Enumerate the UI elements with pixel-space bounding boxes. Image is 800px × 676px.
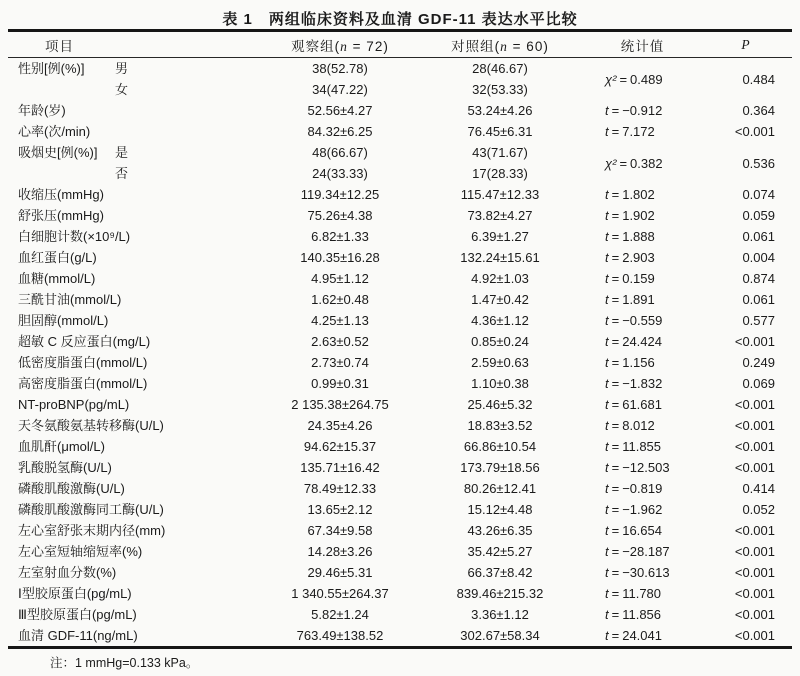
p-value: 0.061: [742, 292, 775, 307]
row-label: [8, 226, 265, 247]
observation-value: 6.82±1.33: [311, 229, 369, 244]
statistic-value: t = 0.159: [605, 271, 655, 286]
control-value: 6.39±1.27: [471, 229, 529, 244]
statistic-value: t = 11.780: [605, 586, 662, 601]
observation-value: 2 135.38±264.75: [291, 397, 389, 412]
table-row: [8, 436, 792, 457]
p-value: <0.001: [734, 544, 775, 559]
row-label-text: 左心室舒张末期内径(mm): [18, 523, 166, 538]
row-label-text: 血肌酐(μmol/L): [18, 439, 105, 454]
statistic-value: t = 1.902: [605, 208, 655, 223]
control-value: 132.24±15.61: [460, 250, 540, 265]
observation-value: 140.35±16.28: [300, 250, 380, 265]
row-label-text: 左心室短轴缩短率(%): [18, 544, 143, 559]
row-label: [8, 268, 265, 289]
observation-value: 84.32±6.25: [307, 124, 373, 139]
row-label: [8, 541, 265, 562]
table-row: [8, 478, 792, 499]
row-label: [8, 205, 265, 226]
row-label-text: Ⅰ型胶原蛋白(pg/mL): [18, 586, 132, 601]
table-row: [8, 583, 792, 604]
p-value: 0.052: [742, 502, 775, 517]
table-row: [8, 562, 792, 583]
col-header-control-group: 对照组(n = 60): [415, 31, 585, 58]
control-value: 80.26±12.41: [463, 481, 537, 496]
control-value: 3.36±1.12: [471, 607, 529, 622]
footnote: 注：1 mmHg=0.133 kPa。: [50, 656, 199, 670]
row-label-text: 吸烟史[例(%)]: [18, 145, 98, 160]
table-row: [8, 289, 792, 310]
row-label: [8, 79, 265, 100]
p-value: <0.001: [734, 418, 775, 433]
control-value: 18.83±3.52: [467, 418, 533, 433]
row-label: [8, 247, 265, 268]
table-row: [8, 541, 792, 562]
observation-value: 5.82±1.24: [311, 607, 369, 622]
control-value: 66.37±8.42: [467, 565, 533, 580]
table-row: [8, 457, 792, 478]
row-label-text: 磷酸肌酸激酶同工酶(U/L): [18, 502, 164, 517]
p-value: <0.001: [734, 334, 775, 349]
control-value: 839.46±215.32: [456, 586, 544, 601]
observation-value: 2.73±0.74: [311, 355, 369, 370]
control-value: 76.45±6.31: [467, 124, 533, 139]
control-value: 28(46.67): [472, 61, 528, 76]
table-title: 表 1 两组临床资料及血清 GDF-11 表达水平比较: [222, 11, 578, 28]
p-value: <0.001: [734, 565, 775, 580]
control-value: 1.10±0.38: [471, 376, 529, 391]
row-label-text: 磷酸肌酸激酶(U/L): [18, 481, 125, 496]
statistic-value: t = −30.613: [605, 565, 670, 580]
observation-value: 48(66.67): [312, 145, 368, 160]
row-label: [8, 373, 265, 394]
control-value: 4.92±1.03: [471, 271, 529, 286]
control-value: 2.59±0.63: [471, 355, 529, 370]
table-row: [8, 499, 792, 520]
observation-value: 4.25±1.13: [311, 313, 369, 328]
table-row: [8, 373, 792, 394]
table-header: [8, 31, 792, 58]
row-label: [8, 184, 265, 205]
row-label-text: 低密度脂蛋白(mmol/L): [18, 355, 148, 370]
observation-value: 135.71±16.42: [300, 460, 380, 475]
statistic-value: t = −28.187: [605, 544, 670, 559]
control-value: 25.46±5.32: [467, 397, 533, 412]
row-label-text: 性别[例(%)]: [18, 61, 85, 76]
observation-value: 2.63±0.52: [311, 334, 369, 349]
statistic-value: χ² = 0.382: [605, 155, 663, 171]
control-value: 302.67±58.34: [460, 628, 540, 643]
row-label-text: 血清 GDF-11(ng/mL): [18, 628, 138, 643]
row-label: [8, 604, 265, 625]
row-label: [8, 121, 265, 142]
row-label: [8, 394, 265, 415]
row-label-text: 乳酸脱氢酶(U/L): [18, 460, 112, 475]
table-row: [8, 352, 792, 373]
row-sublabel-text: 否: [115, 166, 129, 181]
table-row: [8, 415, 792, 436]
p-value: 0.364: [742, 103, 775, 118]
row-label-text: 天冬氨酸氨基转移酶(U/L): [18, 418, 164, 433]
control-value: 43.26±6.35: [467, 523, 533, 538]
statistic-value: t = 24.424: [605, 334, 662, 349]
observation-value: 1.62±0.48: [311, 292, 369, 307]
control-value: 66.86±10.54: [463, 439, 537, 454]
observation-value: 38(52.78): [312, 61, 368, 76]
p-value: 0.577: [742, 313, 775, 328]
table-row: [8, 310, 792, 331]
observation-value: 14.28±3.26: [307, 544, 373, 559]
observation-value: 29.46±5.31: [307, 565, 373, 580]
control-value: 73.82±4.27: [467, 208, 533, 223]
statistic-value: t = 1.802: [605, 187, 655, 202]
statistic-value: t = −0.559: [605, 313, 663, 328]
p-value: 0.069: [742, 376, 775, 391]
table-row: [8, 121, 792, 142]
statistic-value: t = 7.172: [605, 124, 655, 139]
observation-value: 13.65±2.12: [307, 502, 373, 517]
statistic-value: t = 1.891: [605, 292, 655, 307]
row-label: [8, 310, 265, 331]
row-label: [8, 352, 265, 373]
row-label-text: 胆固醇(mmol/L): [18, 313, 109, 328]
table-row: [8, 604, 792, 625]
control-value: 35.42±5.27: [467, 544, 533, 559]
statistic-value: t = 16.654: [605, 523, 662, 538]
table-row: [8, 268, 792, 289]
table-row: [8, 520, 792, 541]
statistic-value: t = −1.832: [605, 376, 663, 391]
row-label-text: Ⅲ型胶原蛋白(pg/mL): [18, 607, 137, 622]
row-label: [8, 436, 265, 457]
p-value: <0.001: [734, 523, 775, 538]
row-sublabel-text: 女: [115, 82, 129, 97]
control-value: 53.24±4.26: [467, 103, 533, 118]
observation-value: 94.62±15.37: [303, 439, 377, 454]
statistic-value: t = 24.041: [605, 628, 662, 643]
row-label: [8, 415, 265, 436]
row-label: [8, 457, 265, 478]
observation-value: 24.35±4.26: [307, 418, 373, 433]
control-value: 173.79±18.56: [460, 460, 540, 475]
row-sublabel-text: 是: [115, 145, 129, 160]
observation-value: 763.49±138.52: [296, 628, 384, 643]
control-value: 1.47±0.42: [471, 292, 529, 307]
control-value: 4.36±1.12: [471, 313, 529, 328]
row-label: [8, 100, 265, 121]
observation-value: 4.95±1.12: [311, 271, 369, 286]
control-value: 17(28.33): [472, 166, 528, 181]
observation-value: 67.34±9.58: [307, 523, 373, 538]
observation-value: 1 340.55±264.37: [291, 586, 389, 601]
observation-value: 119.34±12.25: [300, 187, 380, 202]
clinical-data-table: [8, 29, 792, 649]
statistic-value: χ² = 0.489: [605, 71, 663, 87]
p-value: <0.001: [734, 124, 775, 139]
row-label-text: NT-proBNP(pg/mL): [18, 397, 130, 412]
row-label: [8, 331, 265, 352]
table-row: [8, 205, 792, 226]
p-value: 0.249: [742, 355, 775, 370]
col-header-p-value: P: [700, 31, 792, 58]
row-label: [8, 142, 265, 163]
row-sublabel-text: 男: [115, 61, 129, 76]
row-label: [8, 499, 265, 520]
p-value: 0.536: [742, 155, 775, 171]
row-label-text: 白细胞计数(×10⁹/L): [18, 229, 131, 244]
observation-value: 34(47.22): [312, 82, 368, 97]
control-value: 0.85±0.24: [471, 334, 529, 349]
row-label: [8, 562, 265, 583]
row-label-text: 血糖(mmol/L): [18, 271, 96, 286]
p-value: <0.001: [734, 607, 775, 622]
statistic-value: t = 11.855: [605, 439, 662, 454]
row-label: [8, 625, 265, 648]
col-header-statistic: 统计值: [585, 31, 700, 58]
p-value: 0.059: [742, 208, 775, 223]
row-label: [8, 520, 265, 541]
observation-value: 24(33.33): [312, 166, 368, 181]
observation-value: 78.49±12.33: [303, 481, 377, 496]
table-row: [8, 184, 792, 205]
statistic-value: t = −1.962: [605, 502, 663, 517]
statistic-value: t = 11.856: [605, 607, 662, 622]
row-label-text: 舒张压(mmHg): [18, 208, 104, 223]
row-label: [8, 163, 265, 184]
statistic-value: t = 1.156: [605, 355, 655, 370]
observation-value: 75.26±4.38: [307, 208, 373, 223]
statistic-value: t = 1.888: [605, 229, 655, 244]
col-header-observation-group: 观察组(n = 72): [265, 31, 415, 58]
p-value: 0.061: [742, 229, 775, 244]
row-label-text: 心率(次/min): [18, 124, 91, 139]
table-row: [8, 247, 792, 268]
statistic-value: t = 2.903: [605, 250, 655, 265]
row-label: [8, 478, 265, 499]
row-label: [8, 289, 265, 310]
table-row: [8, 226, 792, 247]
row-label: [8, 58, 265, 80]
col-header-item: 项目: [8, 31, 265, 58]
table-row: [8, 625, 792, 648]
statistic-value: t = −0.819: [605, 481, 663, 496]
p-value: <0.001: [734, 460, 775, 475]
row-label-text: 三酰甘油(mmol/L): [18, 292, 122, 307]
header-row: [8, 31, 792, 58]
p-value: 0.874: [742, 271, 775, 286]
p-value: 0.484: [742, 71, 775, 87]
row-label-text: 超敏 C 反应蛋白(mg/L): [18, 334, 151, 349]
p-value: 0.414: [742, 481, 775, 496]
table-row: [8, 394, 792, 415]
row-label-text: 年龄(岁): [18, 103, 66, 118]
p-value: 0.074: [742, 187, 775, 202]
statistic-value: t = 61.681: [605, 397, 662, 412]
table-row: [8, 100, 792, 121]
statistic-value: t = −0.912: [605, 103, 663, 118]
p-value: 0.004: [742, 250, 775, 265]
row-label-text: 高密度脂蛋白(mmol/L): [18, 376, 148, 391]
observation-value: 52.56±4.27: [307, 103, 373, 118]
table-row: [8, 142, 792, 163]
control-value: 15.12±4.48: [467, 502, 533, 517]
table-body: [8, 58, 792, 648]
row-label-text: 左室射血分数(%): [18, 565, 117, 580]
p-value: <0.001: [734, 628, 775, 643]
control-value: 115.47±12.33: [460, 187, 540, 202]
p-value: <0.001: [734, 586, 775, 601]
p-value: <0.001: [734, 439, 775, 454]
control-value: 43(71.67): [472, 145, 528, 160]
statistic-value: t = 8.012: [605, 418, 655, 433]
p-value: <0.001: [734, 397, 775, 412]
row-label-text: 血红蛋白(g/L): [18, 250, 97, 265]
table-row: [8, 331, 792, 352]
table-row: [8, 58, 792, 80]
statistic-value: t = −12.503: [605, 460, 670, 475]
row-label: [8, 583, 265, 604]
control-value: 32(53.33): [472, 82, 528, 97]
observation-value: 0.99±0.31: [311, 376, 369, 391]
row-label-text: 收缩压(mmHg): [18, 187, 104, 202]
